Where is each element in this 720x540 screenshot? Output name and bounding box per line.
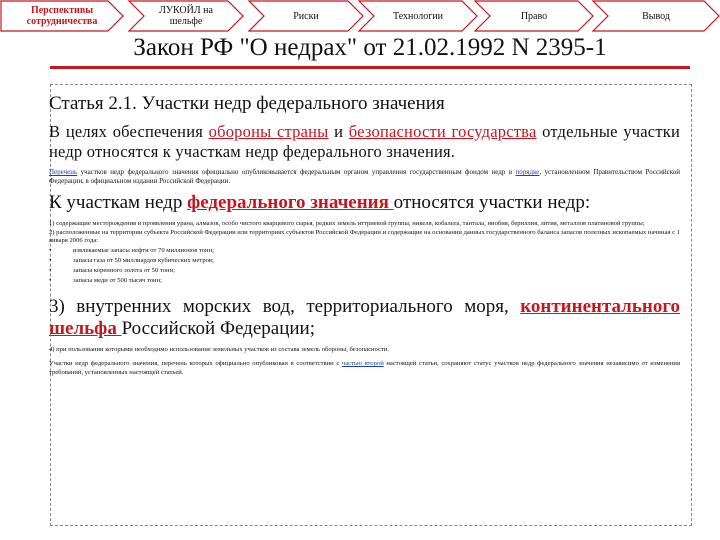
page-title: Закон РФ "О недрах" от 21.02.1992 N 2395-1 [133,34,607,61]
note-text: , установленном Правительством Российской Федерации, в официальном издании Российской Федерации. [49,168,680,185]
list-item-4: 4) при пользовании которыми необходимо использование земельных участков из состава земель обороны, безопасности. [49,345,389,353]
bullet-icon: • [49,266,52,274]
tab-vyvod[interactable] [592,0,720,32]
item-text: 3) внутренних морских вод, территориального моря, [49,295,521,317]
title-underline [50,66,690,69]
tab-riski[interactable] [248,0,364,32]
closing-text: Участки недр федерального значения, перечень которых официально опубликован в соответствии с [49,360,342,368]
bullet-item [49,276,680,286]
defense-link[interactable]: обороны страны [208,122,329,141]
list-item-3 [49,296,680,340]
tab-tehnologii[interactable] [358,0,478,32]
tab-perspektivy[interactable] [0,0,124,32]
tab-label: Технологии [392,10,444,22]
paragraph-text: В целях обеспечения [49,122,209,141]
continental-shelf-link[interactable]: континентального шельфа [49,295,680,339]
subheading-text: К участкам недр [49,192,188,213]
bullet-item [49,256,680,266]
tab-label: Право [520,10,548,22]
bullet-icon: • [49,256,52,264]
tab-lukoil[interactable] [128,0,244,32]
tab-label: ЛУКОЙЛ на шельфе [159,5,213,27]
article-paragraph [49,122,680,162]
closing-text: настоящей статьи, сохраняют статус участков недр федерального значения независимо от изменения требований, установленных настоящей статьей. [49,360,680,376]
article-heading: Статья 2.1. Участки недр федерального значения [49,93,445,114]
part-two-link[interactable]: частью второй [341,360,384,368]
subheading [49,192,680,214]
tab-label: Перспективы сотрудничества [26,5,98,27]
bullet-text: запасы газа от 50 миллиардов кубических метров; [73,256,214,264]
list-item-1: 1) содержащие месторождения и проявления урана, алмазов, особо чистого кварцевого сырья, редких земель иттриевой группы, никеля, кобальта, тантала, ниобия, бериллия, лития, металлов платиновой группы; [49,220,645,227]
list-item-2: 2) расположенные на территории субъекта Российской Федерации или территориях субъектов Российской Федерации и содержащие на основании данных государственного баланса запасов полезных ископаемых начиная с 1 января 2006 года: [49,228,680,245]
security-link[interactable]: безопасности государства [348,122,537,141]
item-text: Российской Федерации; [121,317,315,339]
tab-pravo[interactable] [474,0,594,32]
bullet-text: извлекаемые запасы нефти от 70 миллионов тонн; [73,246,214,254]
tab-label: Вывод [642,10,670,22]
publication-note [49,168,680,186]
bullet-text: запасы коренного золота от 50 тонн; [73,266,175,274]
top-navigation-tabs [0,0,720,34]
paragraph-text: и [328,122,349,141]
bullet-text: запасы меди от 500 тысяч тонн; [73,276,162,284]
subheading-text: относятся участки недр: [393,192,591,213]
bullet-item [49,246,680,256]
procedure-link[interactable]: порядке [515,168,540,176]
law-article-text [49,93,680,378]
bullet-icon: • [49,246,52,254]
paragraph-text: отдельные участки недр относятся к участкам недр федерального значения. [49,122,680,161]
list-link[interactable]: Перечень [49,168,78,176]
bullet-item [49,266,680,276]
tab-label: Риски [293,10,319,22]
note-text: участков недр федерального значения официально опубликовывается федеральным органом управления государственным фондом недр в [77,168,516,176]
bullet-icon: • [49,276,52,284]
federal-significance-link[interactable]: федерального значения [187,192,394,213]
closing-note [49,360,680,377]
